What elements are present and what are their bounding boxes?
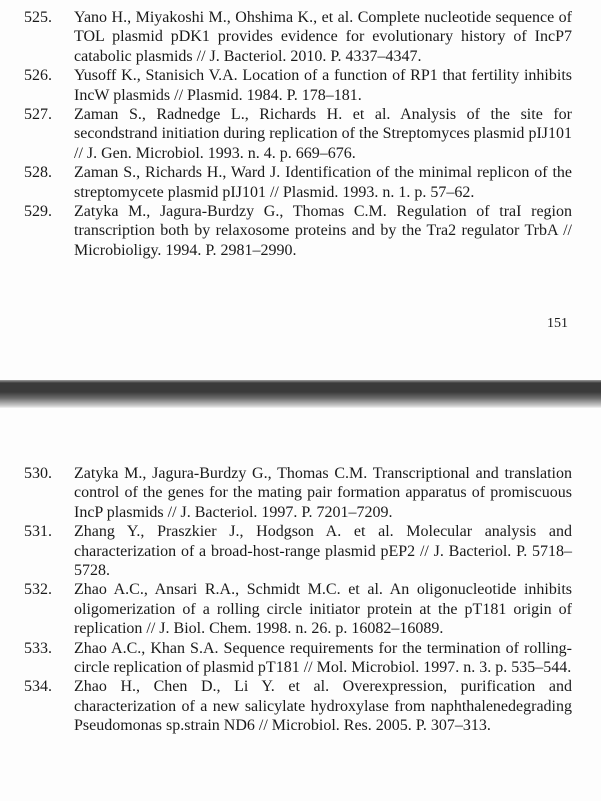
reference-number: 531. [24,523,52,541]
reference-number: 530. [24,465,52,482]
reference-item [24,163,572,202]
reference-text: Zhao H., Chen D., Li Y. et al. Overexpression, purification and characterization of a new salicylate hydroxylase from naphthalenedegrading Pseudomonas sp.strain ND6 // Microbiol. Res. 2005. P. 307–313. [74,678,572,735]
reference-number: 527. [24,106,52,124]
reference-item [24,66,572,105]
reference-number: 526. [24,67,52,85]
reference-text: Zaman S., Richards H., Ward J. Identification of the minimal replicon of the streptomycete plasmid pIJ101 // Plasmid. 1993. n. 1. p. 57–62. [74,164,572,201]
reference-text: Zhao A.C., Khan S.A. Sequence requirements for the termination of rolling-circle replication of plasmid pT181 // Mol. Microbiol. 1997. n. 3. p. 535–544. [74,639,572,677]
page-number: 151 [547,316,568,331]
reference-text: Zatyka M., Jagura-Burdzy G., Thomas C.M. Transcriptional and translation control of the genes for the mating pair formation apparatus of promiscuous IncP plasmids // J. Bacteriol. 1997. P. 7201–7209. [74,465,572,521]
reference-list-bottom [24,464,572,736]
reference-item [24,202,572,260]
reference-number: 528. [24,164,52,182]
reference-text: Zaman S., Radnedge L., Richards H. et al. Analysis of the site for secondstrand initiation during replication of the Streptomyces plasmid pIJ101 // J. Gen. Microbiol. 1993. n. 4. p. 669–676. [74,106,572,162]
reference-text: Zhao A.C., Ansari R.A., Schmidt M.C. et al. An oligonucleotide inhibits oligomerization of a rolling circle initiator protein at the pT181 origin of replication // J. Biol. Chem. 1998. n. 26. p. 16082–16089. [74,581,572,638]
page-divider [0,380,601,408]
top-page [0,0,601,380]
bottom-page [0,408,601,801]
reference-number: 525. [24,9,52,26]
reference-item [24,8,572,66]
reference-item [24,105,572,163]
reference-item [24,677,572,735]
reference-list-top [24,8,572,260]
reference-number: 529. [24,203,52,221]
reference-text: Yusoff K., Stanisich V.A. Location of a function of RP1 that fertility inhibits IncW plasmids // Plasmid. 1984. P. 178–181. [74,67,572,104]
reference-text: Yano H., Miyakoshi M., Ohshima K., et al. Complete nucleotide sequence of TOL plasmid pDK1 provides evidence for evolutionary history of IncP7 catabolic plasmids // J. Bacteriol. 2010. P. 4337–4347. [74,9,572,65]
reference-number: 533. [24,639,52,657]
reference-number: 532. [24,581,52,599]
reference-item [24,464,572,522]
reference-item [24,522,572,580]
reference-item [24,580,572,638]
reference-text: Zhang Y., Praszkier J., Hodgson A. et al. Molecular analysis and characterization of a broad-host-range plasmid pEP2 // J. Bacteriol. P. 5718–5728. [74,523,572,580]
reference-number: 534. [24,678,52,696]
reference-text: Zatyka M., Jagura-Burdzy G., Thomas C.M. Regulation of traI region transcription both by relaxosome proteins and by the Tra2 regulator TrbA // Microbioligy. 1994. P. 2981–2990. [74,203,572,259]
reference-item [24,639,572,678]
